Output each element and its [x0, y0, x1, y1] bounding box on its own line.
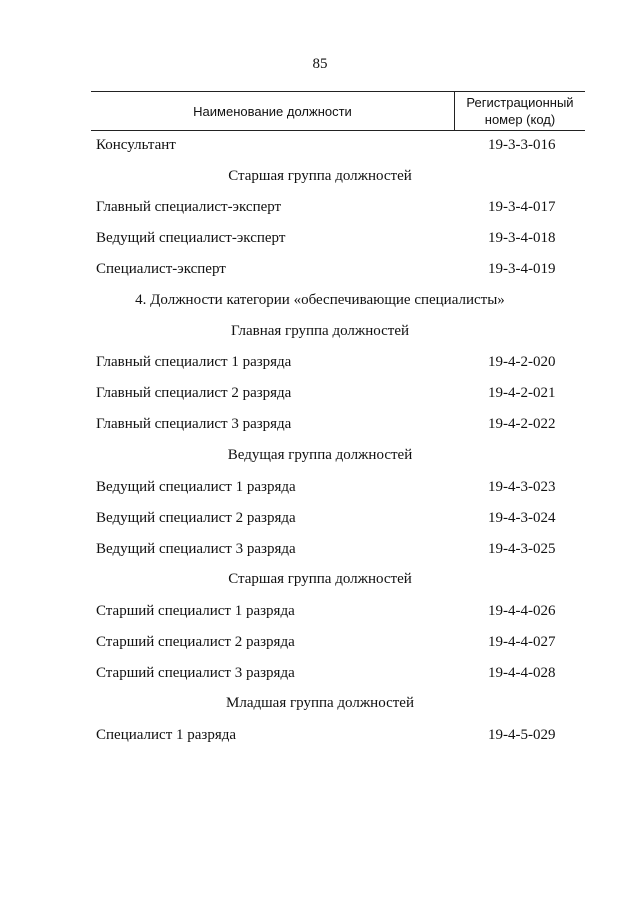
registration-code: 19-4-3-023 — [488, 479, 556, 495]
table-row — [0, 662, 640, 684]
table-row — [0, 196, 640, 218]
group-title: Ведущая группа должностей — [227, 447, 413, 463]
header-code-line-2: номер (код) — [484, 112, 556, 127]
position-name: Старший специалист 3 разряда — [96, 665, 295, 681]
position-name: Старший специалист 1 разряда — [96, 603, 295, 619]
table-row — [0, 538, 640, 560]
table-row — [0, 134, 640, 156]
registration-code: 19-4-3-025 — [488, 541, 556, 557]
header-code-line-1: Регистрационный — [466, 95, 574, 110]
group-heading — [0, 444, 640, 466]
position-name: Главный специалист 2 разряда — [96, 385, 292, 401]
group-title: Старшая группа должностей — [228, 168, 412, 184]
category-title: 4. Должности категории «обеспечивающие специалисты» — [135, 292, 505, 308]
category-heading — [0, 289, 640, 311]
registration-code: 19-4-2-020 — [488, 354, 556, 370]
position-name: Специалист 1 разряда — [96, 727, 237, 743]
table-row — [0, 631, 640, 653]
header-position-name: Наименование должности — [91, 92, 455, 130]
table-row — [0, 600, 640, 622]
table-row — [0, 258, 640, 280]
position-name: Ведущий специалист 1 разряда — [96, 479, 296, 495]
table-row — [0, 227, 640, 249]
registration-code: 19-3-4-018 — [488, 230, 556, 246]
table-row — [0, 382, 640, 404]
registration-code: 19-4-4-028 — [488, 665, 556, 681]
registration-code: 19-4-5-029 — [488, 727, 556, 743]
registration-code: 19-4-2-022 — [488, 416, 556, 432]
table-row — [0, 351, 640, 373]
position-name: Ведущий специалист 2 разряда — [96, 510, 296, 526]
registration-code: 19-3-3-016 — [488, 137, 556, 153]
position-name: Главный специалист-эксперт — [96, 199, 282, 215]
registration-code: 19-4-4-026 — [488, 603, 556, 619]
registration-code: 19-4-2-021 — [488, 385, 556, 401]
registration-code: 19-4-4-027 — [488, 634, 556, 650]
table-header — [91, 91, 585, 131]
table-row — [0, 724, 640, 746]
position-name: Старший специалист 2 разряда — [96, 634, 295, 650]
group-title: Младшая группа должностей — [226, 695, 414, 711]
group-title: Старшая группа должностей — [228, 571, 412, 587]
group-heading — [0, 568, 640, 590]
position-name: Главный специалист 3 разряда — [96, 416, 292, 432]
table-row — [0, 413, 640, 435]
position-name: Ведущий специалист-эксперт — [96, 230, 286, 246]
table-row — [0, 507, 640, 529]
page-number: 85 — [312, 56, 328, 72]
position-name: Специалист-эксперт — [96, 261, 226, 277]
registration-code: 19-3-4-017 — [488, 199, 556, 215]
registration-code: 19-3-4-019 — [488, 261, 556, 277]
position-name: Главный специалист 1 разряда — [96, 354, 292, 370]
group-heading — [0, 165, 640, 187]
group-heading — [0, 320, 640, 342]
position-name: Ведущий специалист 3 разряда — [96, 541, 296, 557]
group-title: Главная группа должностей — [230, 323, 410, 339]
group-heading — [0, 692, 640, 714]
header-registration-code — [455, 92, 585, 130]
position-name: Консультант — [96, 137, 176, 153]
table-row — [0, 476, 640, 498]
registration-code: 19-4-3-024 — [488, 510, 556, 526]
